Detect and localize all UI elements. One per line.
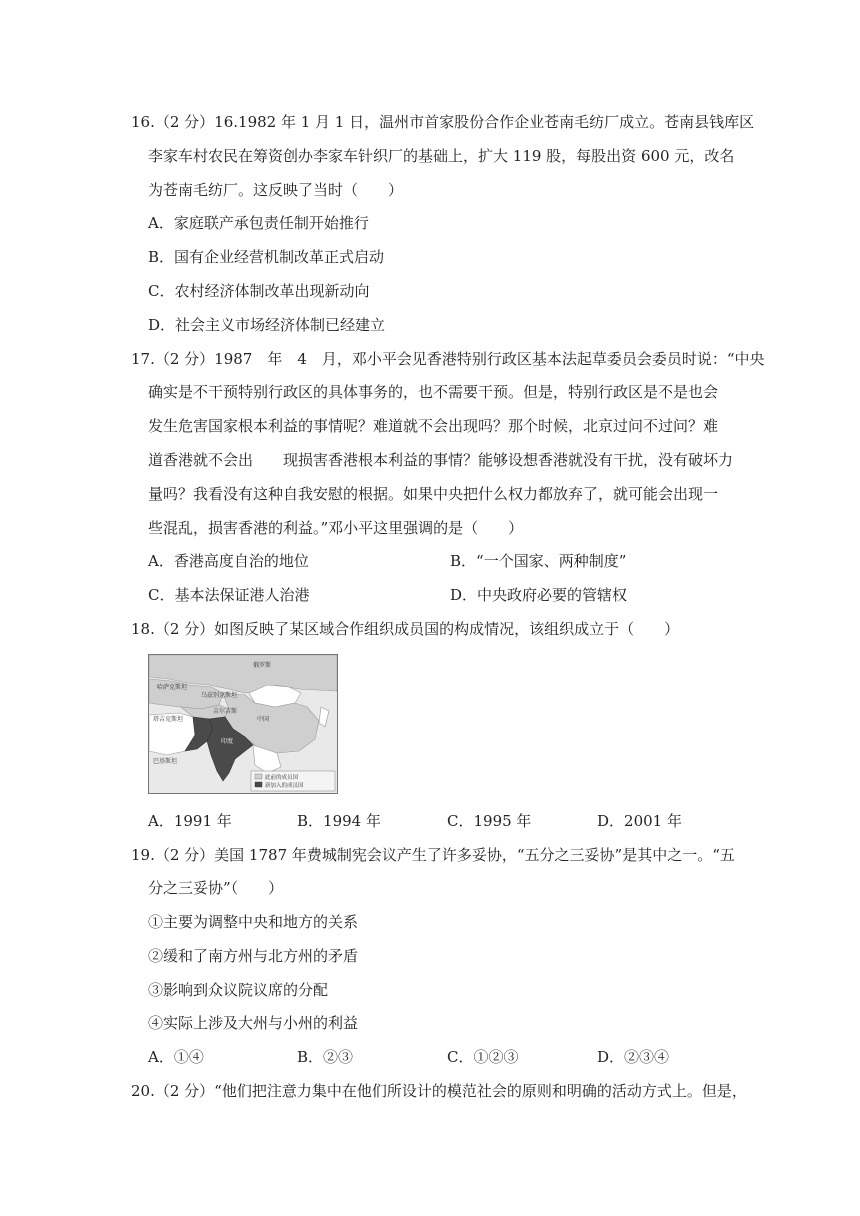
label-kazakhstan: 哈萨克斯坦: [157, 684, 188, 691]
q16-stem-line-2: 李家车村农民在筹资创办李家车针织厂的基础上，扩大 119 股，每股出资 600 元，改名: [148, 147, 735, 165]
label-pakistan: 巴基斯坦: [153, 758, 178, 765]
q17-stem-line-1: 17.（2 分）1987 年 4 月，邓小平会见香港特别行政区基本法起草委员会委员时说：“中央: [131, 350, 765, 368]
q19-option-a[interactable]: A．①④: [148, 1048, 204, 1066]
label-tajikistan: 塔吉克斯坦: [153, 716, 184, 723]
label-india: 印度: [221, 738, 234, 745]
q19-stem-line-1: 19.（2 分）美国 1787 年费城制宪会议产生了许多妥协，“五分之三妥协”是其中之一。“五: [131, 846, 735, 864]
q19-stem-line-2: 分之三妥协”（ ）: [148, 879, 284, 897]
sco-member-map: [148, 654, 338, 794]
q17-option-c[interactable]: C．基本法保证港人治港: [148, 586, 310, 604]
q17-stem-line-4: 道香港就不会出 现损害香港根本利益的事情？能够设想香港就没有干扰，没有破坏力: [148, 451, 734, 469]
q18-option-a[interactable]: A．1991 年: [148, 812, 232, 830]
label-china: 中国: [257, 716, 270, 723]
q19-option-b[interactable]: B．②③: [297, 1048, 354, 1066]
q19-statement-4: ④实际上涉及大州与小州的利益: [148, 1014, 359, 1032]
q19-statement-1: ①主要为调整中央和地方的关系: [148, 913, 359, 931]
map-graphic: [149, 655, 337, 793]
q17-option-a[interactable]: A．香港高度自治的地位: [148, 552, 309, 570]
q16-option-b[interactable]: B．国有企业经营机制改革正式启动: [148, 248, 385, 266]
q17-stem-line-3: 发生危害国家根本利益的事情呢？难道就不会出现吗？那个时候，北京过问不过问？难: [148, 417, 719, 435]
q16-option-a[interactable]: A．家庭联产承包责任制开始推行: [148, 214, 369, 232]
q16-stem-line-1: 16.（2 分）16.1982 年 1 月 1 日，温州市首家股份合作企业苍南毛纺厂成立。苍南县钱库区: [131, 113, 755, 131]
q16-option-c[interactable]: C．农村经济体制改革出现新动向: [148, 282, 370, 300]
label-russia: 俄罗斯: [253, 662, 272, 669]
q17-option-d[interactable]: D．中央政府必要的管辖权: [450, 586, 628, 604]
q17-stem-line-5: 量吗？我看没有这种自我安慰的根据。如果中央把什么权力都放弃了，就可能会出现一: [148, 485, 719, 503]
q18-option-d[interactable]: D．2001 年: [597, 812, 682, 830]
q18-stem-line-1: 18.（2 分）如图反映了某区域合作组织成员国的构成情况，该组织成立于（ ）: [131, 620, 680, 638]
q17-stem-line-2: 确实是不干预特别行政区的具体事务的，也不需要干预。但是，特别行政区是不是也会: [148, 383, 719, 401]
q17-stem-line-6: 些混乱，损害香港的利益。”邓小平这里强调的是（ ）: [148, 519, 524, 537]
q19-option-c[interactable]: C．①②③: [447, 1048, 519, 1066]
q19-statement-3: ③影响到众议院议席的分配: [148, 981, 329, 999]
legend-swatch-new: [255, 782, 262, 787]
q17-option-b[interactable]: B．“一个国家、两种制度”: [450, 552, 627, 570]
legend-swatch-old: [255, 774, 262, 779]
legend-old-label: 此前的成员国: [265, 775, 299, 781]
legend-new-label: 新加入的成员国: [265, 783, 304, 789]
label-uzbekistan: 乌兹别克斯坦: [201, 692, 238, 699]
q20-stem-line-1: 20.（2 分）“他们把注意力集中在他们所设计的模范社会的原则和明确的活动方式上。但是，: [131, 1082, 747, 1100]
q18-option-c[interactable]: C．1995 年: [447, 812, 532, 830]
q19-statement-2: ②缓和了南方州与北方州的矛盾: [148, 947, 359, 965]
label-kyrgyzstan: 吉尔吉斯: [213, 708, 238, 715]
q19-option-d[interactable]: D．②③④: [597, 1048, 670, 1066]
q16-stem-line-3: 为苍南毛纺厂。这反映了当时（ ）: [148, 181, 404, 199]
q16-option-d[interactable]: D．社会主义市场经济体制已经建立: [148, 316, 386, 334]
q18-option-b[interactable]: B．1994 年: [297, 812, 381, 830]
